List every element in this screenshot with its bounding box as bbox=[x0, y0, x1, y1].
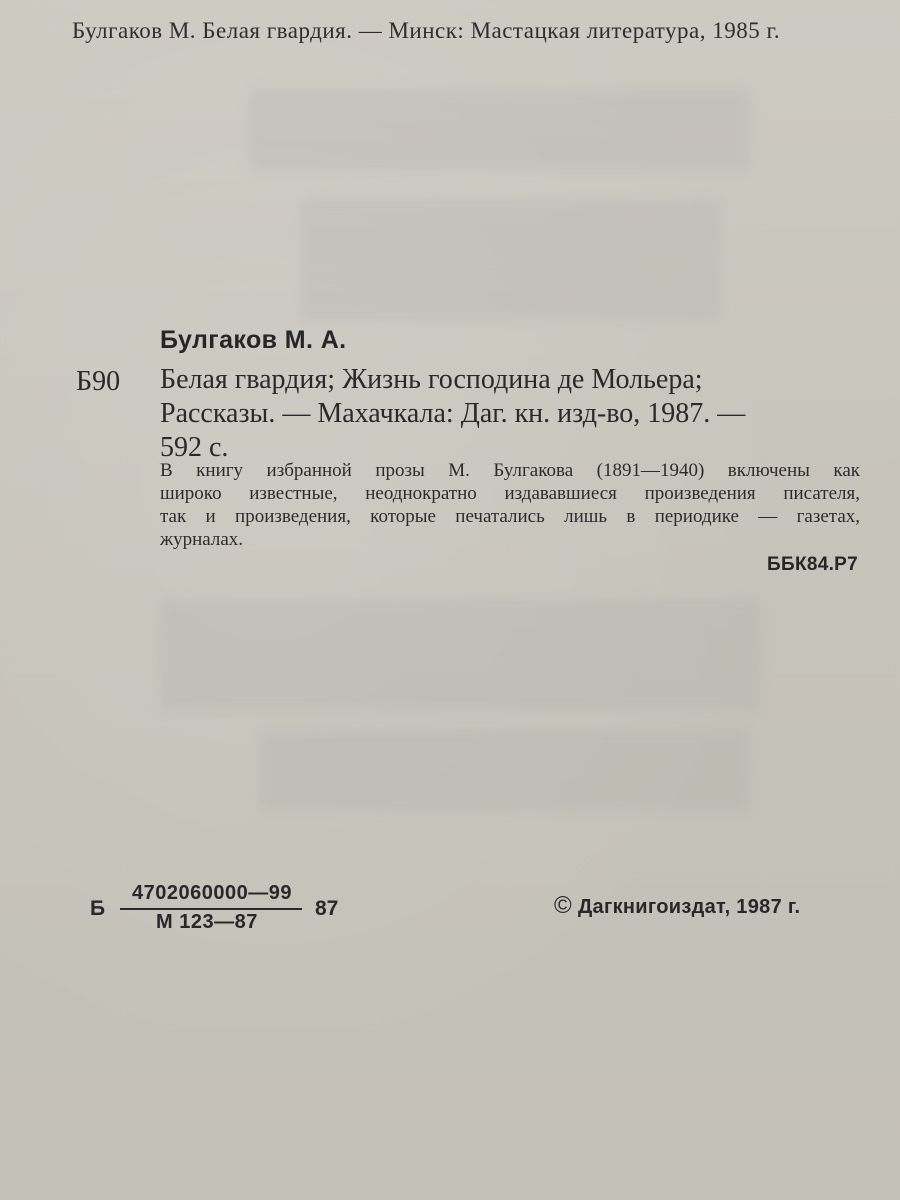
reprint-reference-line: Булгаков М. Белая гвардия. — Минск: Мастацкая литература, 1985 г. bbox=[72, 18, 781, 43]
fraction-rule bbox=[120, 908, 302, 910]
catalog-code: Б90 bbox=[76, 366, 121, 397]
show-through-shadow bbox=[160, 600, 760, 710]
index-denominator: М 123—87 bbox=[156, 911, 258, 933]
index-suffix: 87 bbox=[315, 897, 339, 920]
annotation-line: широко известные, неоднократно издававшиеся произведения писателя, bbox=[160, 483, 860, 504]
catalog-title-line: Белая гвардия; Жизнь господина де Мольера; bbox=[160, 364, 703, 395]
annotation-line: так и произведения, которые печатались лишь в периодике — газетах, bbox=[160, 506, 860, 527]
catalog-title-line: Рассказы. — Махачкала: Даг. кн. изд-во, 1987. — bbox=[160, 398, 746, 429]
annotation-line: журналах. bbox=[160, 529, 244, 550]
index-numerator: 4702060000—99 bbox=[132, 882, 292, 904]
copyright-icon: © bbox=[554, 892, 572, 919]
bbk-classification: ББК84.Р7 bbox=[767, 554, 858, 575]
publication-index bbox=[90, 880, 390, 940]
copyright-notice bbox=[554, 892, 800, 920]
catalog-title-block bbox=[160, 363, 860, 465]
catalog-annotation bbox=[160, 459, 860, 551]
copyright-text: Дагкнигоиздат, 1987 г. bbox=[577, 896, 801, 918]
show-through-shadow bbox=[250, 90, 750, 170]
index-letter: Б bbox=[90, 897, 106, 920]
show-through-shadow bbox=[260, 730, 750, 810]
catalog-title-line: 592 с. bbox=[160, 432, 229, 463]
annotation-line: В книгу избранной прозы М. Булгакова (1891—1940) включены как bbox=[160, 460, 860, 481]
show-through-shadow bbox=[300, 200, 720, 320]
catalog-author: Булгаков М. А. bbox=[160, 326, 347, 354]
